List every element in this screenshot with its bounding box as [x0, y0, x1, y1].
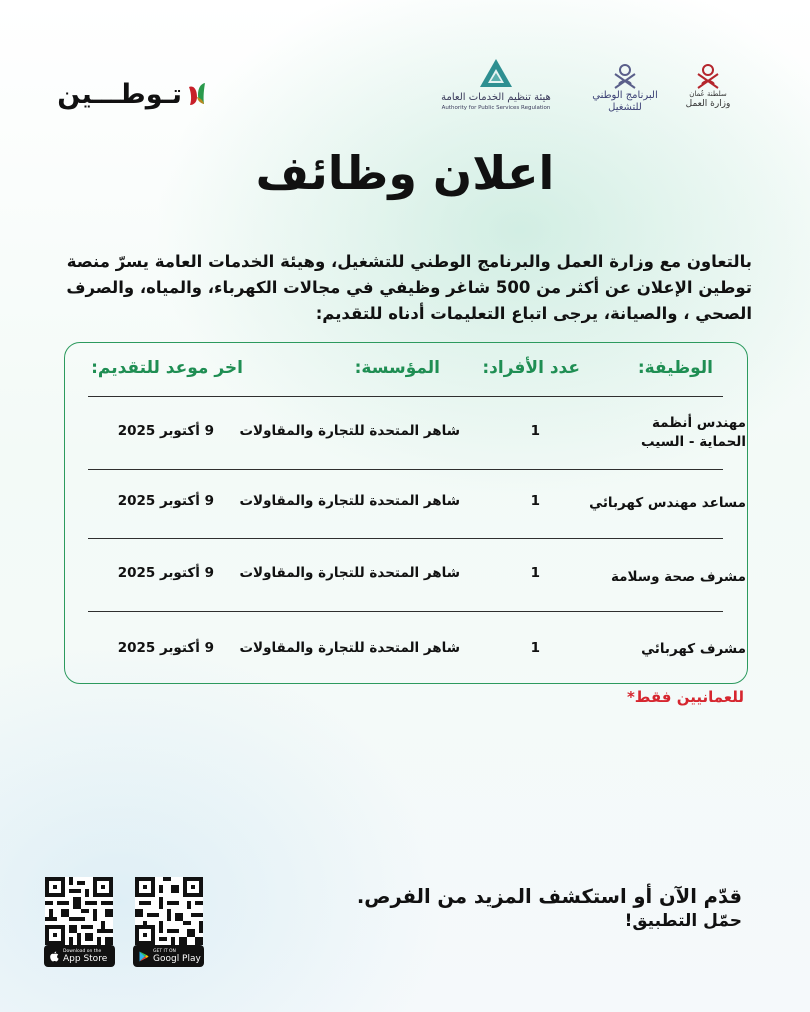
jobs-table: [64, 342, 748, 684]
cta-block: [357, 885, 742, 931]
job-institution: شاهر المتحدة للتجارة والمقاولات: [239, 640, 460, 656]
job-count: 1: [530, 640, 540, 656]
mol-name-line2: وزارة العمل: [685, 99, 731, 109]
tawteen-mark-icon: [186, 81, 208, 107]
omanis-only-note: للعمانيين فقط*: [626, 688, 744, 706]
tawteen-logo: [57, 74, 208, 114]
apsr-name-en: Authority for Public Services Regulation: [441, 105, 551, 111]
job-title: مشرف صحة وسلامة: [611, 569, 746, 585]
header-job: الوظيفة:: [637, 358, 713, 378]
google-play-icon: [139, 947, 149, 966]
table-divider: [88, 469, 723, 470]
job-institution: شاهر المتحدة للتجارة والمقاولات: [239, 493, 460, 509]
apsr-logo: [428, 58, 564, 112]
nep-name-line2: للتشغيل: [608, 102, 642, 113]
googleplay-big-text: Googl Play: [153, 953, 201, 964]
page-title: اعلان وظائف: [255, 146, 555, 200]
job-institution: شاهر المتحدة للتجارة والمقاولات: [239, 565, 460, 581]
googleplay-badge[interactable]: [133, 945, 204, 967]
cta-download-text: حمّل التطبيق!: [624, 911, 742, 931]
job-count: 1: [530, 423, 540, 439]
job-deadline: 9 أكتوبر 2025: [117, 423, 214, 439]
nep-logo: [590, 62, 660, 114]
header-deadline: اخر موعد للتقديم:: [91, 358, 243, 378]
apsr-triangle-icon: [479, 58, 513, 88]
job-count: 1: [530, 565, 540, 581]
apsr-name-ar: هيئة تنظيم الخدمات العامة: [441, 92, 551, 103]
table-divider: [88, 538, 723, 539]
mol-logo: [680, 62, 736, 110]
job-deadline: 9 أكتوبر 2025: [117, 640, 214, 656]
appstore-small-text: Download on the: [63, 948, 102, 954]
intro-paragraph: بالتعاون مع وزارة العمل والبرنامج الوطني للتشغيل، وهيئة الخدمات العامة يسرّ منصة توطين الإعلان عن أكثر من 500 شاغر وظيفي في مجالات الكهرباء، والمياه، والصرف الصحي ، والصيانة، يرجى اتباع التعليمات أدناه للتقديم:: [66, 252, 752, 323]
mol-name-line1: سلطنة عُمان: [689, 90, 727, 98]
table-divider: [88, 611, 723, 612]
header-institution: المؤسسة:: [354, 358, 440, 378]
table-divider: [88, 396, 723, 397]
job-deadline: 9 أكتوبر 2025: [117, 493, 214, 509]
nep-emblem-icon: [612, 62, 638, 90]
appstore-badge[interactable]: [44, 945, 115, 967]
job-count: 1: [530, 493, 540, 509]
job-institution: شاهر المتحدة للتجارة والمقاولات: [239, 423, 460, 439]
oman-emblem-icon: [695, 62, 721, 90]
nep-name-line1: البرنامج الوطني: [592, 90, 658, 101]
header-count: عدد الأفراد:: [482, 358, 580, 378]
job-title: مشرف كهربائي: [641, 641, 746, 657]
tawteen-logo-text: تـوطـــين: [57, 78, 182, 110]
googleplay-small-text: GET IT ON: [153, 948, 176, 954]
googleplay-qr-code[interactable]: [135, 877, 203, 945]
job-title: مساعد مهندس كهربائي: [589, 495, 746, 511]
apple-icon: [50, 947, 59, 966]
cta-headline: قدّم الآن أو استكشف المزيد من الفرص.: [356, 885, 742, 908]
job-title: مهندس أنظمة الحماية - السيب: [640, 415, 746, 450]
appstore-qr-code[interactable]: [45, 877, 113, 945]
job-deadline: 9 أكتوبر 2025: [117, 565, 214, 581]
appstore-big-text: App Store: [63, 953, 108, 964]
